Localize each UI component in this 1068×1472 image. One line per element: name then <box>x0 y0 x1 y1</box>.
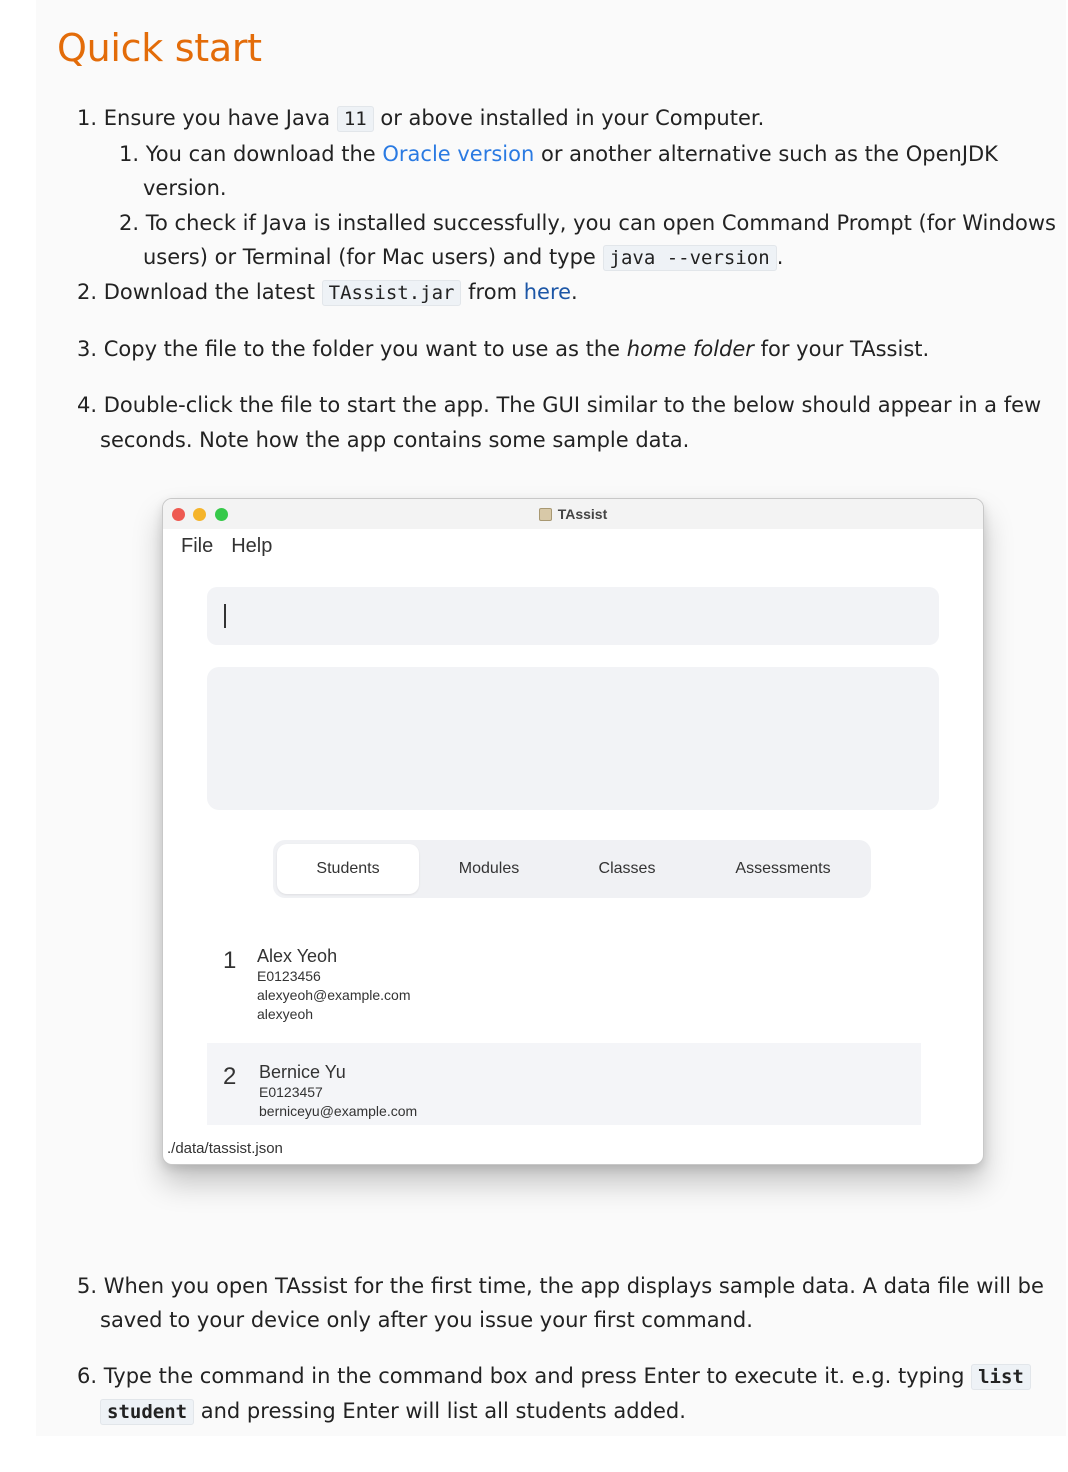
step-number: 1. <box>119 142 140 166</box>
student-id: E0123457 <box>259 1084 323 1100</box>
student-email: alexyeoh@example.com <box>257 987 411 1003</box>
result-display <box>207 667 939 810</box>
step-1 <box>77 101 764 136</box>
student-index: 1 <box>223 947 237 974</box>
jar-file-code: TAssist.jar <box>322 280 462 306</box>
step-number: 2. <box>77 280 98 304</box>
step-text: To check if Java is installed successfully, you can open Command Prompt (for Windows <box>145 211 1056 235</box>
oracle-version-link[interactable]: Oracle version <box>382 142 535 166</box>
step-5-continued: saved to your device only after you issue your first command. <box>100 1308 753 1332</box>
step-4 <box>77 388 1041 422</box>
step-text: Download the latest <box>103 280 322 304</box>
step-text: . <box>571 280 578 304</box>
student-id: E0123456 <box>257 968 321 984</box>
student-name: Bernice Yu <box>259 1062 346 1082</box>
student-list-item[interactable] <box>207 929 921 1029</box>
student-index: 2 <box>223 1063 237 1090</box>
home-folder-emphasis: home folder <box>626 337 754 361</box>
step-6-continued <box>100 1394 686 1429</box>
step-text: users) or Terminal (for Mac users) and type <box>143 245 603 269</box>
tab-students[interactable]: Students <box>277 844 419 894</box>
step-1-1 <box>119 137 998 171</box>
step-number: 6. <box>77 1364 98 1388</box>
student-github: alexyeoh <box>257 1006 314 1022</box>
java-version-command-code: java --version <box>603 245 777 271</box>
menu-file[interactable]: File <box>181 535 214 557</box>
menu-help[interactable]: Help <box>231 535 273 557</box>
java-version-code: 11 <box>337 106 374 132</box>
status-bar-file-path: ./data/tassist.json <box>167 1140 283 1157</box>
tab-bar <box>273 840 871 898</box>
step-text: for your TAssist. <box>753 337 930 361</box>
menu-bar <box>181 535 290 558</box>
step-1-2-continued <box>143 240 783 275</box>
step-text: Type the command in the command box and press Enter to execute it. e.g. typing <box>103 1364 972 1388</box>
app-icon <box>539 508 552 521</box>
page-title: Quick start <box>57 26 262 70</box>
student-command-code: student <box>100 1399 194 1425</box>
window-title <box>163 506 983 522</box>
step-text: . <box>776 245 784 269</box>
step-number: 4. <box>77 393 98 417</box>
tab-modules[interactable]: Modules <box>458 860 520 877</box>
window-title-text: TAssist <box>557 506 608 522</box>
step-text: Ensure you have Java <box>103 106 337 130</box>
step-1-1-continued: version. <box>143 176 227 200</box>
step-2 <box>77 275 578 310</box>
step-6 <box>77 1359 1031 1394</box>
step-4-continued: seconds. Note how the app contains some sample data. <box>100 428 690 452</box>
text-caret <box>224 604 226 628</box>
step-text: When you open TAssist for the first time, the app displays sample data. A data file will be <box>103 1274 1044 1298</box>
step-3 <box>77 332 929 366</box>
student-name: Alex Yeoh <box>257 946 338 966</box>
step-text: or another alternative such as the OpenJDK <box>534 142 998 166</box>
list-command-code: list <box>971 1364 1031 1390</box>
step-text: You can download the <box>145 142 383 166</box>
step-number: 2. <box>119 211 140 235</box>
window-titlebar <box>163 499 983 529</box>
step-text: Double-click the file to start the app. The GUI similar to the below should appear in a few <box>103 393 1042 417</box>
step-number: 3. <box>77 337 98 361</box>
step-1-2 <box>119 206 1056 240</box>
app-window-screenshot <box>162 498 984 1165</box>
download-here-link[interactable]: here <box>523 280 572 304</box>
step-text: and pressing Enter will list all students added. <box>194 1399 686 1423</box>
tab-assessments[interactable]: Assessments <box>735 860 831 877</box>
tab-classes[interactable]: Classes <box>598 860 656 877</box>
student-email: berniceyu@example.com <box>259 1103 418 1119</box>
command-input[interactable] <box>207 587 939 645</box>
step-number: 1. <box>77 106 98 130</box>
step-text: from <box>461 280 524 304</box>
step-text: Copy the file to the folder you want to use as the <box>103 337 627 361</box>
step-text: or above installed in your Computer. <box>373 106 765 130</box>
student-list-item[interactable] <box>207 1043 921 1125</box>
step-number: 5. <box>77 1274 98 1298</box>
step-5 <box>77 1269 1044 1303</box>
